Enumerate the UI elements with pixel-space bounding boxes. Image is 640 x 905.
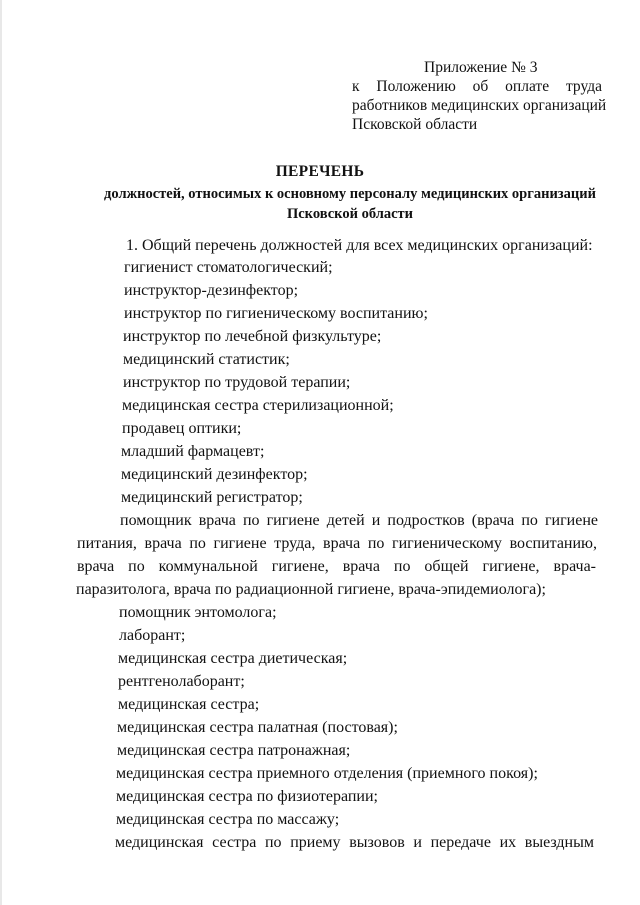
appendix-reference: к Положению об оплате труда — [352, 78, 602, 95]
list-item: медицинская сестра патронажная; — [117, 742, 351, 759]
list-item: медицинский регистратор; — [121, 489, 303, 506]
scan-edge — [0, 0, 2, 905]
list-item: инструктор-дезинфектор; — [124, 282, 299, 299]
list-item: рентгенолаборант; — [118, 673, 245, 690]
section-intro: 1. Общий перечень должностей для всех медицинских организаций: — [126, 237, 593, 254]
appendix-block — [352, 58, 607, 134]
list-item: медицинская сестра по физиотерапии; — [116, 788, 378, 805]
appendix-number: Приложение № 3 — [424, 59, 538, 76]
list-item: медицинская сестра; — [118, 696, 260, 713]
list-item: продавец оптики; — [122, 420, 242, 437]
appendix-region: Псковской области — [352, 116, 478, 133]
list-item: помощник энтомолога; — [119, 604, 277, 621]
long-item-line-4: паразитолога, врача по радиационной гигиене, врача-эпидемиолога); — [76, 581, 546, 598]
list-item: лаборант; — [119, 627, 186, 644]
list-item: медицинский дезинфектор; — [121, 466, 308, 483]
list-item: медицинский статистик; — [123, 351, 290, 368]
list-item: медицинская сестра диетическая; — [118, 650, 348, 667]
long-item-line-2: питания, врача по гигиене труда, врача по гигиеническому воспитанию, — [77, 535, 597, 552]
list-item: медицинская сестра приемного отделения (приемного покоя); — [116, 765, 538, 782]
list-item: медицинская сестра палатная (постовая); — [117, 719, 398, 736]
list-item: инструктор по лечебной физкультуре; — [123, 328, 382, 345]
subtitle-line-1: должностей, относимых к основному персоналу медицинских организаций — [104, 186, 596, 202]
list-item: инструктор по гигиеническому воспитанию; — [124, 305, 428, 322]
subtitle-line-2: Псковской области — [286, 206, 414, 222]
list-item: младший фармацевт; — [121, 443, 265, 460]
last-line: медицинская сестра по приему вызовов и передаче их выездным — [115, 834, 594, 851]
list-item: инструктор по трудовой терапии; — [123, 374, 351, 391]
long-item-line-1: помощник врача по гигиене детей и подростков (врача по гигиене — [120, 512, 598, 529]
list-item: медицинская сестра стерилизационной; — [122, 397, 394, 414]
list-item: гигиенист стоматологический; — [124, 259, 333, 276]
appendix-reference-cont: работников медицинских организаций — [352, 97, 607, 114]
long-item-line-3: врача по коммунальной гигиене, врача по общей гигиене, врача- — [77, 558, 596, 575]
list-item: медицинская сестра по массажу; — [116, 811, 340, 828]
document-title: ПЕРЕЧЕНЬ — [275, 163, 365, 180]
document-subtitle — [80, 184, 620, 224]
